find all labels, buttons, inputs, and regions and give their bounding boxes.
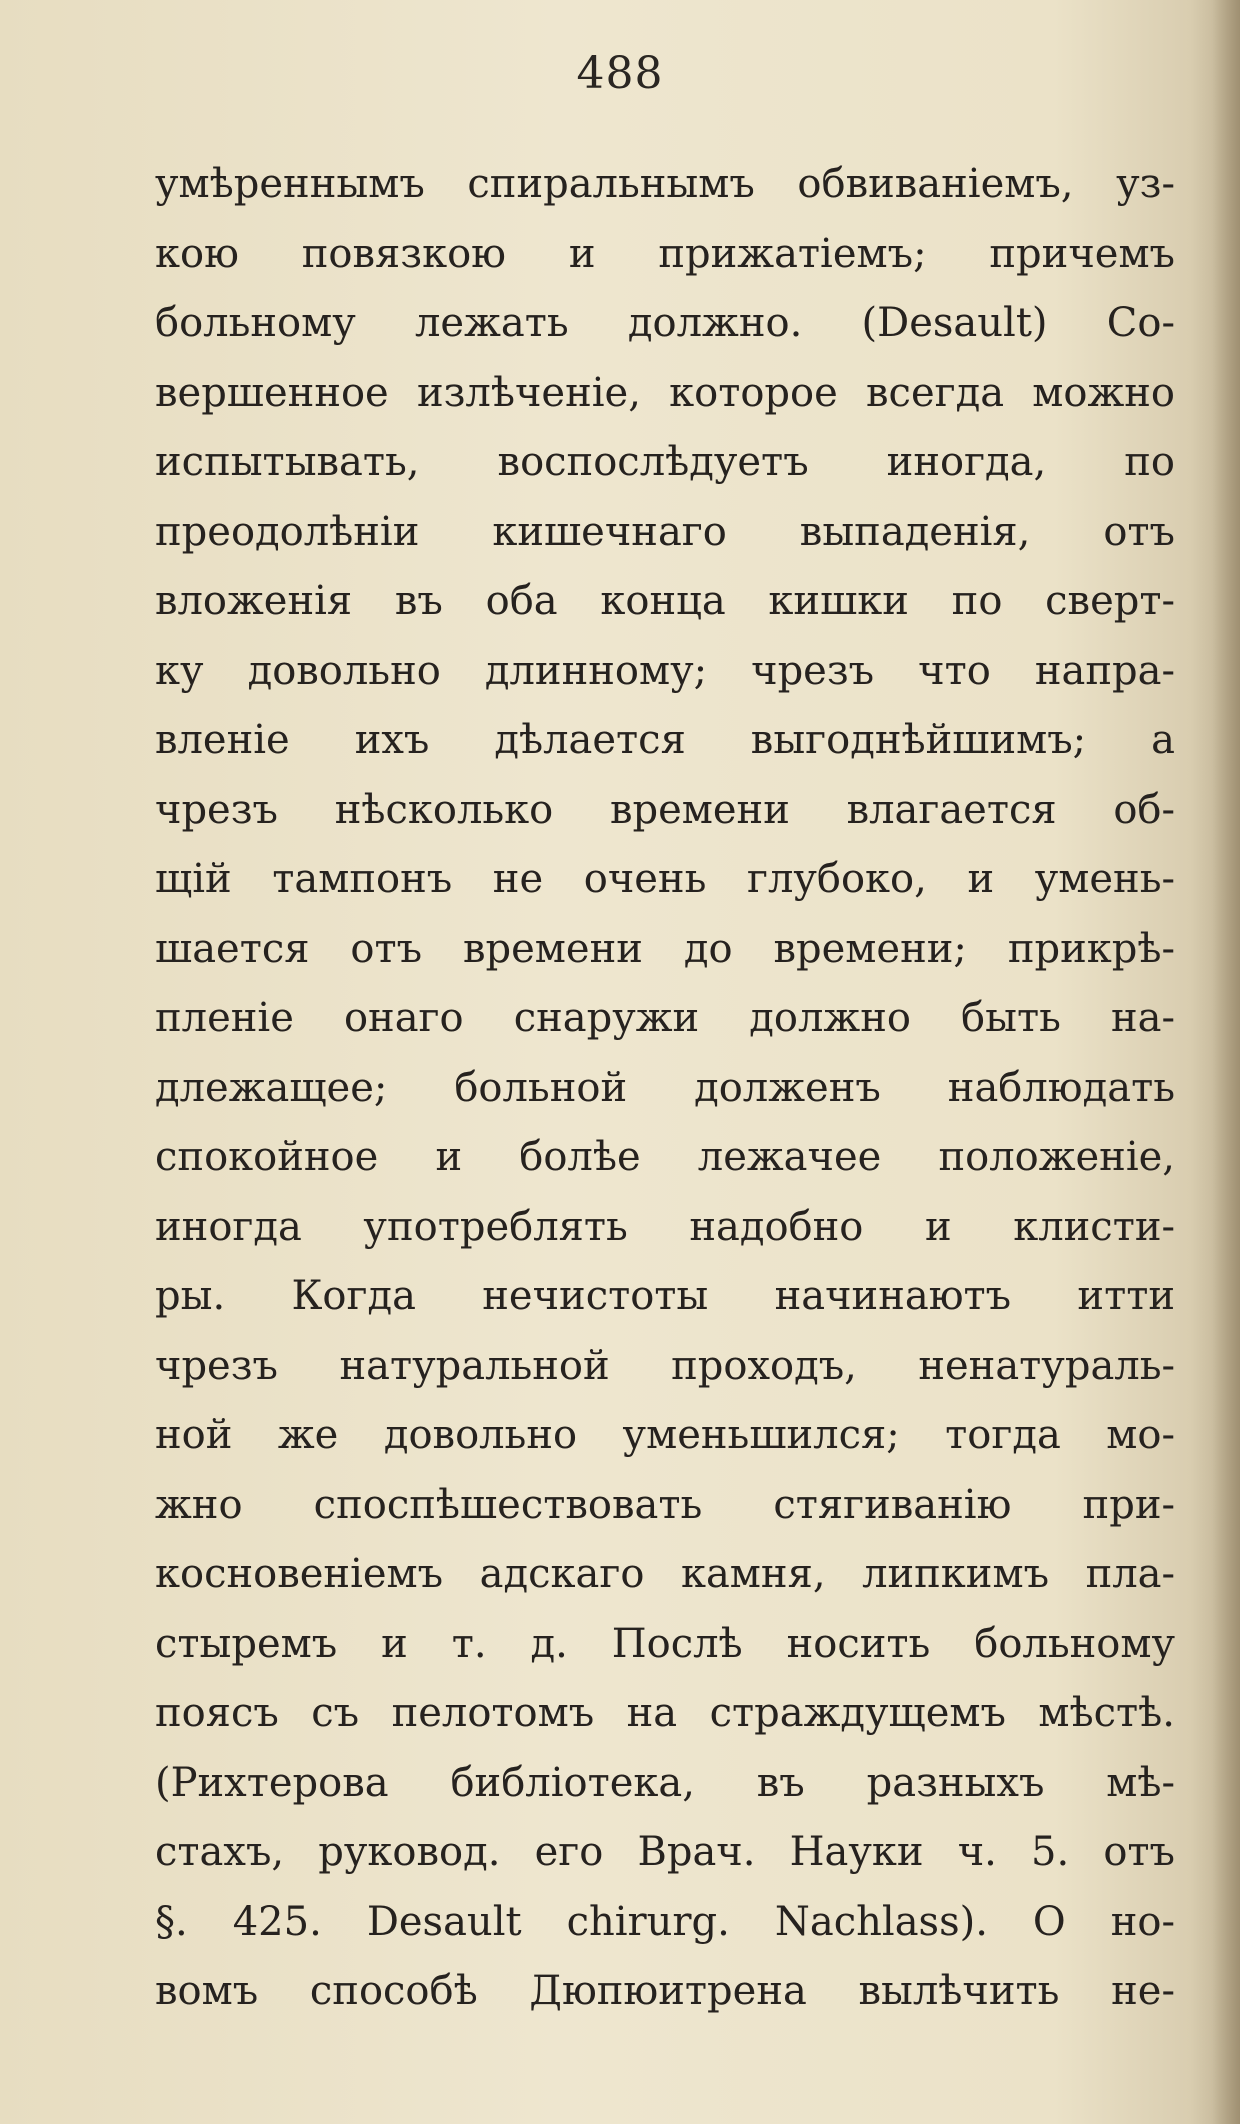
- text-line-6: преодолѣніи кишечнаго выпаденія, отъ: [155, 508, 1175, 555]
- text-line-27: вомъ способѣ Дюпюитрена вылѣчить не-: [155, 1968, 1175, 2014]
- text-line-4: вершенное излѣченіе, которое всегда можно: [155, 369, 1175, 416]
- text-line-22: стыремъ и т. д. Послѣ носить больному: [155, 1620, 1175, 1667]
- text-line-21: косновеніемъ адскаго камня, липкимъ пла-: [155, 1551, 1175, 1597]
- page-edge-shadow: [1212, 0, 1240, 2124]
- text-line-12: шается отъ времени до времени; прикрѣ-: [155, 925, 1175, 972]
- text-line-8: ку довольно длинному; чрезъ что напра-: [155, 647, 1175, 694]
- text-line-16: иногда употреблять надобно и клисти-: [155, 1203, 1175, 1250]
- text-line-17: ры. Когда нечистоты начинаютъ итти: [155, 1273, 1175, 1319]
- text-line-7: вложенія въ оба конца кишки по сверт-: [155, 578, 1175, 624]
- text-line-10: чрезъ нѣсколько времени влагается об-: [155, 786, 1175, 833]
- text-line-13: пленіе онаго снаружи должно быть на-: [155, 995, 1175, 1041]
- text-line-18: чрезъ натуральной проходъ, ненатураль-: [155, 1342, 1175, 1389]
- body-text: [155, 150, 1175, 2027]
- text-line-15: спокойное и болѣе лежачее положеніе,: [155, 1134, 1175, 1180]
- text-line-9: вленіе ихъ дѣлается выгоднѣйшимъ; а: [155, 717, 1175, 763]
- text-line-3: больному лежать должно. (Desault) Со-: [155, 300, 1175, 346]
- text-line-11: щій тампонъ не очень глубоко, и умень-: [155, 856, 1175, 902]
- text-line-14: длежащее; больной долженъ наблюдать: [155, 1064, 1175, 1111]
- text-line-26: §. 425. Desault chirurg. Nachlass). О но-: [155, 1898, 1175, 1945]
- text-line-2: кою повязкою и прижатіемъ; причемъ: [155, 230, 1175, 277]
- text-line-1: умѣреннымъ спиральнымъ обвиваніемъ, уз-: [155, 161, 1175, 207]
- text-line-23: поясъ съ пелотомъ на страждущемъ мѣстѣ.: [155, 1690, 1175, 1736]
- text-line-19: ной же довольно уменьшился; тогда мо-: [155, 1412, 1175, 1458]
- text-line-20: жно споспѣшествовать стягиванію при-: [155, 1481, 1175, 1528]
- text-line-25: стахъ, руковод. его Врач. Науки ч. 5. отъ: [155, 1829, 1175, 1875]
- page-number: 488: [576, 48, 664, 99]
- text-line-5: испытывать, воспослѣдуетъ иногда, по: [155, 439, 1175, 485]
- text-line-24: (Рихтерова библіотека, въ разныхъ мѣ-: [155, 1759, 1175, 1806]
